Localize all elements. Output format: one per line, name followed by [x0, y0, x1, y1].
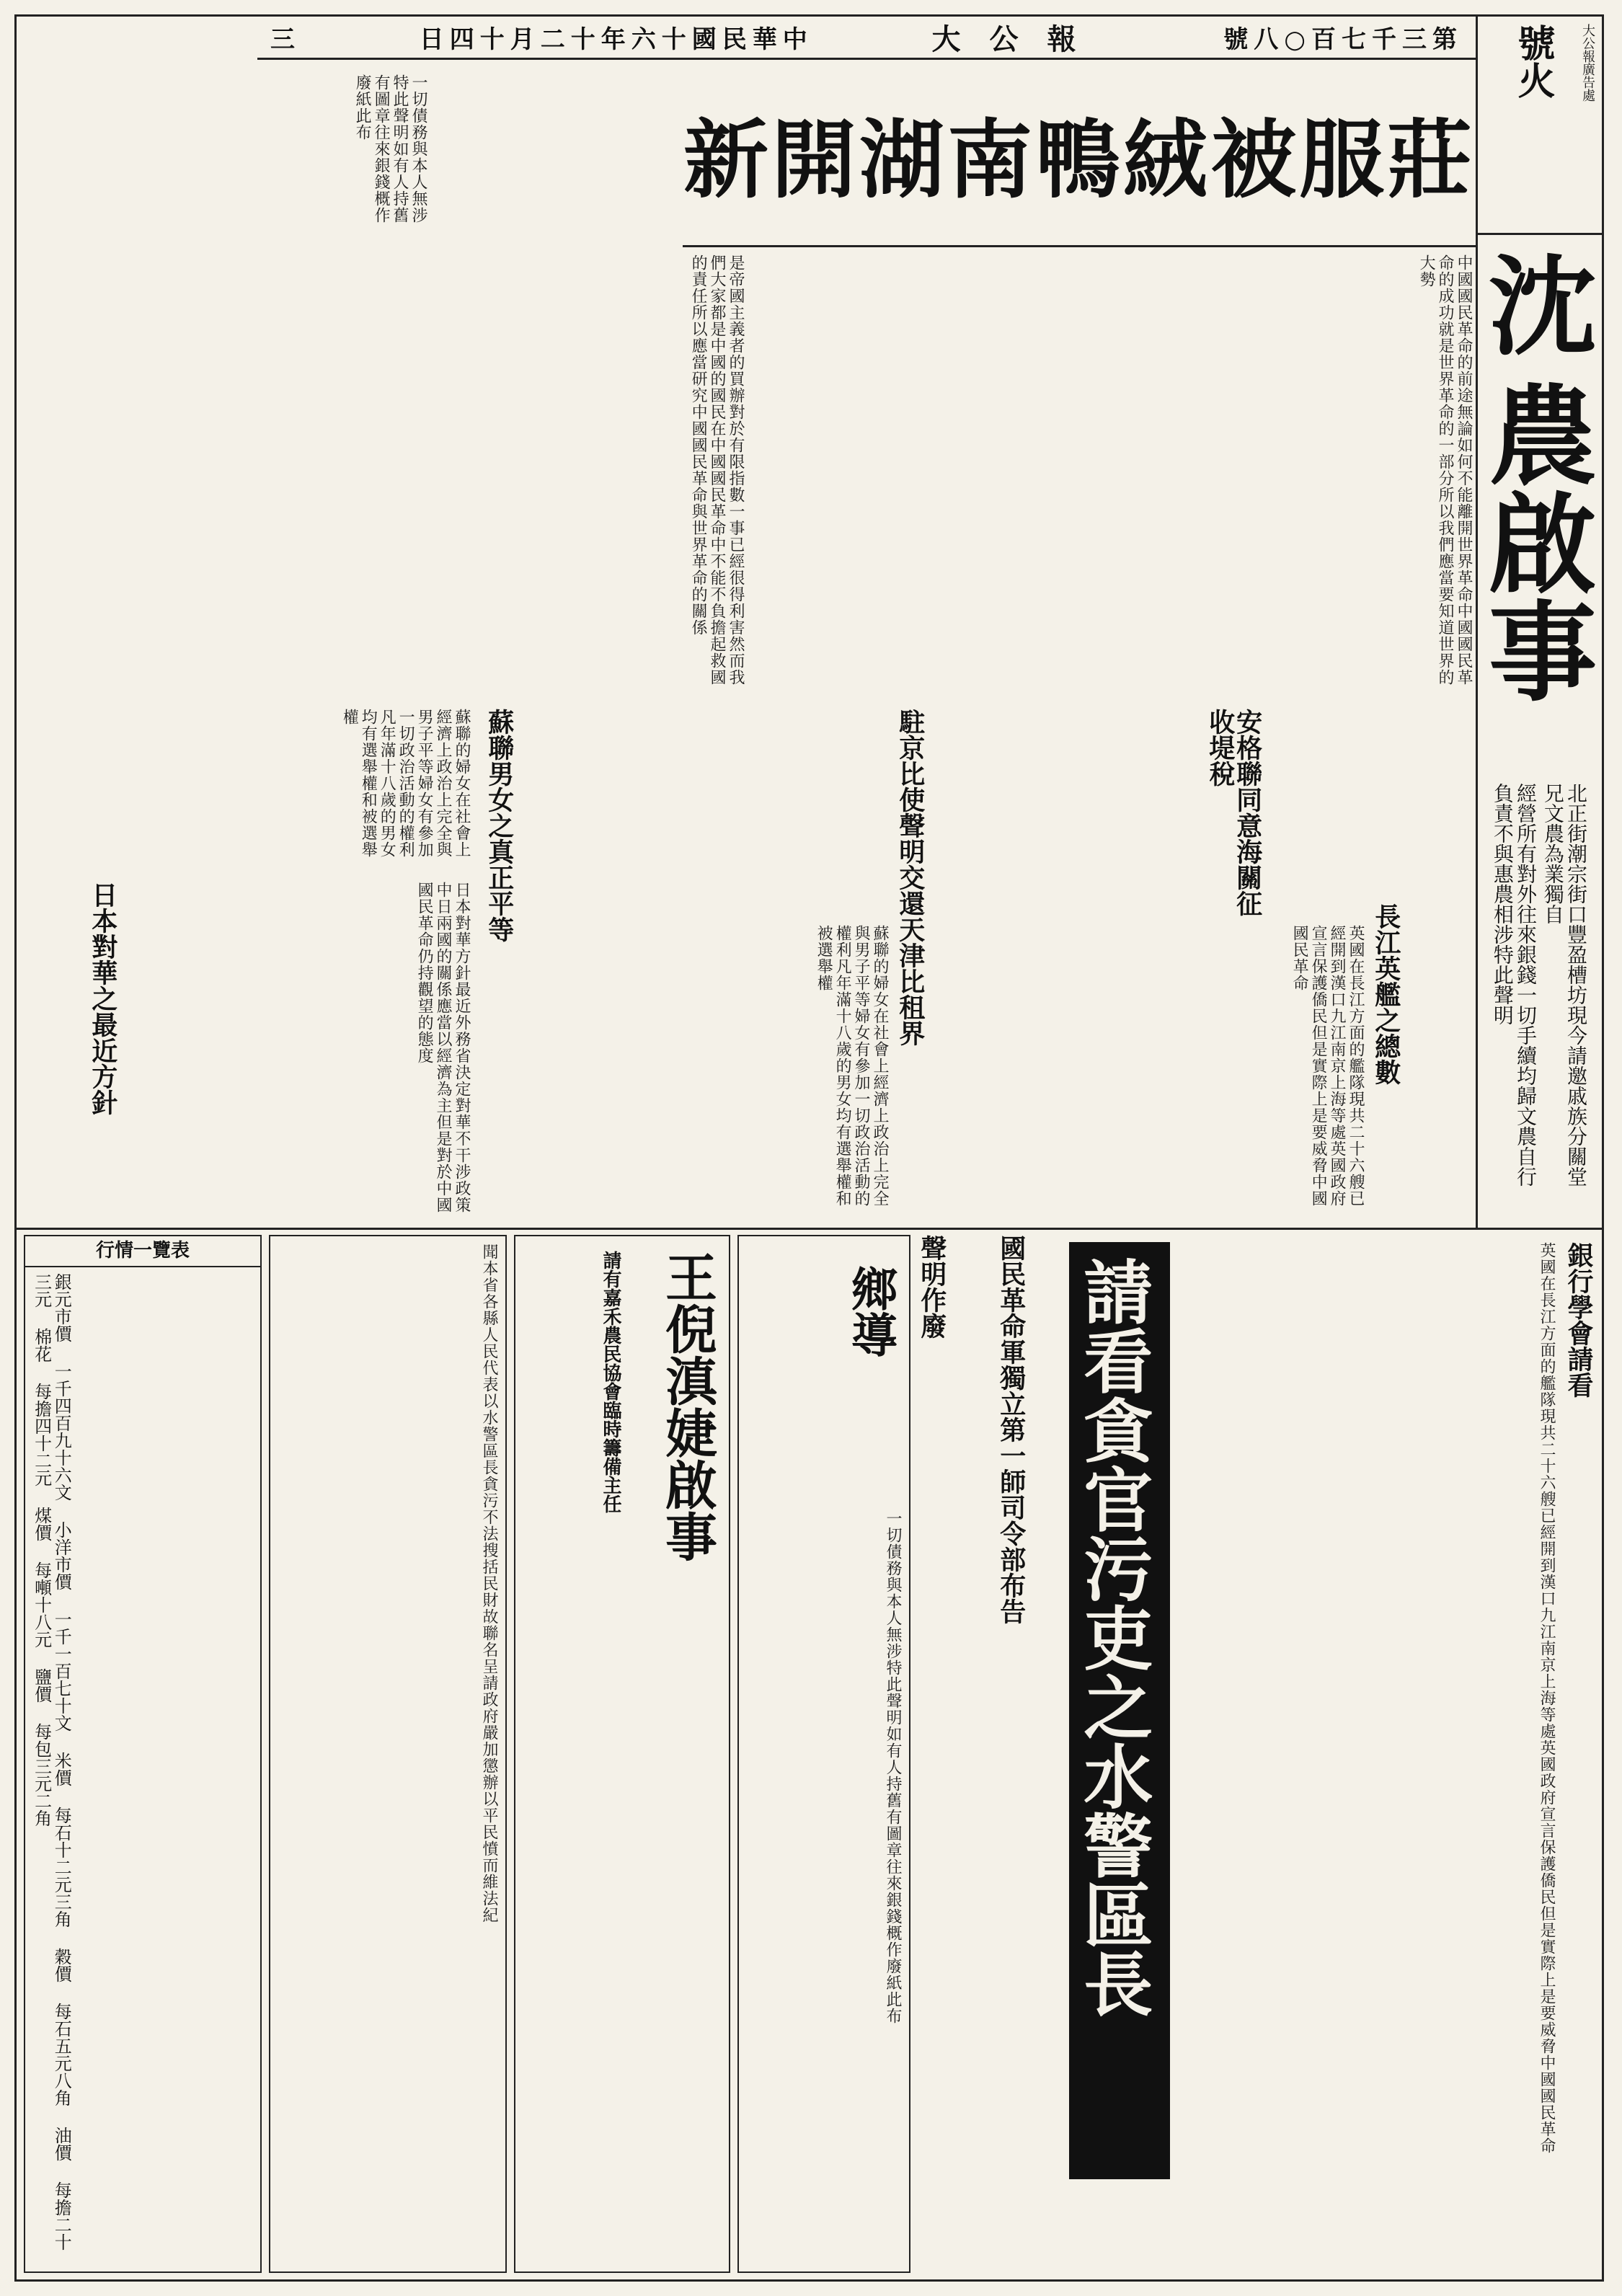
market-row: 米價 每石十二元三角	[51, 1751, 72, 1928]
shen-notice-text-1: 北正街潮宗街口豐盈槽坊現今請邀戚族分關堂兄文農為業獨自	[1541, 783, 1588, 1187]
section-divider	[17, 1228, 1604, 1230]
headline-hankou: 安格聯同意海關征收堤稅	[1205, 709, 1263, 916]
article-upper-right: 中國國民革命的前途無論如何不能離開世界革命中國國民革命的成功就是世界革命的一部分所以我們應當要知道世界的大勢	[1417, 254, 1473, 686]
void-notice: 聲明作廢	[916, 1235, 947, 1339]
market-table-title: 行情一覽表	[25, 1236, 260, 1267]
song-headline: 鄉導	[843, 1265, 898, 1357]
issue-number: 號八○百七千三第	[1223, 25, 1463, 54]
page-number: 三	[270, 25, 301, 54]
shen-name: 農啟事	[1470, 379, 1597, 704]
headline-yangtze: 長江英艦之總數	[1370, 903, 1401, 1085]
title-advertisement	[683, 60, 1476, 247]
headline-japan: 日本對華之最近方針	[87, 882, 118, 1115]
ear-subtitle: 大公報廣告處	[1580, 24, 1595, 102]
ear-title: 號火	[1511, 24, 1555, 99]
article-upper-left: 是帝國主義者的買辦對於有限指數一事已經很得利害然而我們大家都是中國的國民在中國國民革命中不能不負擔起救國的責任所以應當研究中國國民革命與世界革命的關係	[689, 254, 745, 686]
article-mid-2: 日本對華方針最近外務省決定對華不干涉政策中日兩國的關係應當以經濟為主但是對於中國國民革命仍持觀望的態度	[415, 882, 471, 1213]
article-mid-3: 蘇聯的婦女在社會上經濟上政治上完全與男子平等婦女有參加一切政治活動的權利凡年滿十八歲的男女均有選舉權和被選舉權	[815, 925, 889, 1207]
market-row: 油價 每擔二十三元	[31, 1272, 72, 2251]
market-row: 棉花 每擔四十二元	[31, 1327, 52, 1486]
market-rows	[25, 1267, 76, 2259]
revolution-notice: 國民革命軍獨立第一師司令部布告	[996, 1235, 1027, 1624]
paper-name: 大公報	[931, 22, 1105, 56]
shen-notice	[1470, 233, 1602, 1228]
song-column: 鄉導 一切債務與本人無涉特此聲明如有人持舊有圖章往來銀錢概作廢紙此布	[737, 1235, 910, 2273]
ear-box	[1476, 17, 1602, 233]
wang-notice	[514, 1235, 730, 2273]
market-row: 煤價 每噸十八元	[31, 1506, 52, 1648]
headline-soviet: 蘇聯男女之真正平等	[484, 709, 515, 942]
market-row: 穀價 每石五元八角	[51, 1947, 72, 2106]
top-left-ads: 一切債務與本人無涉特此聲明如有人持舊有圖章往來銀錢概作廢紙此布	[353, 74, 427, 223]
market-table	[24, 1235, 262, 2273]
corrupt-officials-banner: 請看貪官污吏之水警區長	[1069, 1242, 1170, 2179]
newspaper-page	[14, 14, 1604, 2282]
bank-headline: 銀行學會請看	[1564, 1242, 1594, 1398]
wang-headline: 王倪滇婕啟事	[657, 1251, 718, 1562]
shen-notice-text-2: 經營所有對外往來銀錢一切手續均歸文農自行負責不與惠農相涉特此聲明	[1490, 783, 1538, 1187]
date-line: 日四十月二十年六十國民華中	[419, 25, 813, 54]
market-row: 鹽價 每包三元二角	[31, 1667, 52, 1827]
farmers-headline: 請有嘉禾農民協會臨時籌備主任	[600, 1251, 621, 1513]
farmers-notice: 聞本省各縣人民代表以水警區長貪污不法搜括民財故聯名呈請政府嚴加懲辦以平民憤而維法紀	[269, 1235, 507, 2273]
article-mid-1: 蘇聯的婦女在社會上經濟上政治上完全與男子平等婦女有參加一切政治活動的權利凡年滿十八歲的男女均有選舉權和被選舉權	[340, 709, 471, 858]
article-mid-4: 英國在長江方面的艦隊現共二十六艘已經開到漢口九江南京上海等處英國政府宣言保護僑民但是實際上是要威脅中國國民革命	[1290, 925, 1365, 1207]
market-row: 銀元市價 一千四百九十六文	[51, 1272, 72, 1501]
masthead	[257, 17, 1476, 60]
market-row: 小洋市價 一千一百七十文	[51, 1520, 72, 1732]
title-ad-text: 新開湖南鴨絨被服莊	[683, 109, 1475, 210]
headline-tianjin: 駐京比使聲明交還天津比租界	[895, 709, 926, 1046]
bank-column: 銀行學會請看 英國在長江方面的艦隊現共二十六艘已經開到漢口九江南京上海等處英國政府宣言保護僑民但是實際上是要威脅中國國民革命	[1538, 1242, 1594, 2154]
shen-surname: 沈	[1470, 249, 1597, 358]
